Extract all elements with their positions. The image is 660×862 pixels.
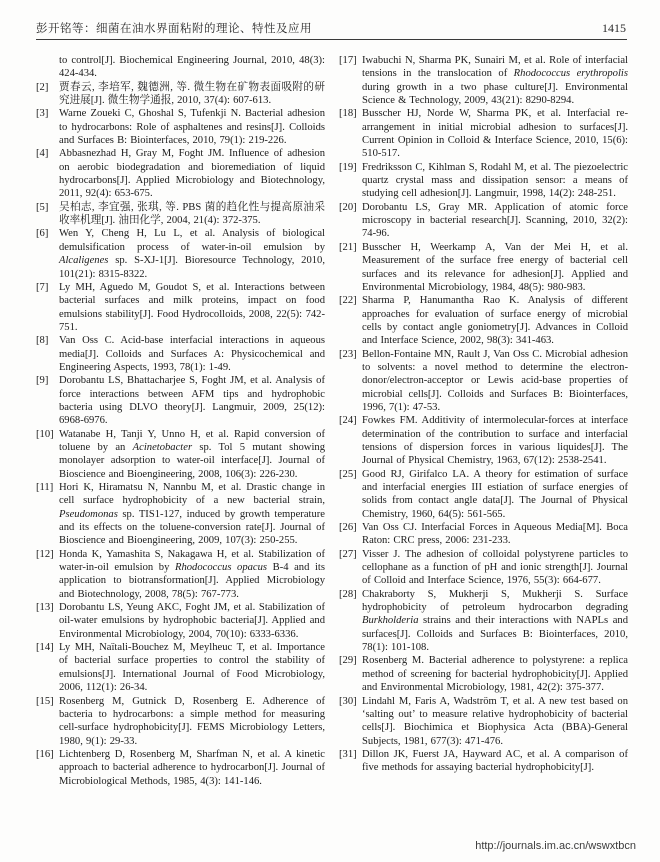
reference-number: [27] (339, 548, 357, 560)
reference-text: to control[J]. Biochemical Engineering Journal, 2010, 48(3): 424-434. (59, 55, 325, 80)
reference-number: [4] (36, 148, 49, 160)
reference-number: [21] (339, 241, 357, 253)
reference-text: 贾春云, 李培军, 魏德洲, 等. 微生物在矿物表面吸附的研究进展[J]. 微生物学通报, 2010, 37(4): 607-613. (59, 81, 325, 107)
reference-number: [29] (339, 655, 357, 667)
reference-item (36, 107, 325, 147)
reference-text: Dorobantu LS, Gray MR. Application of atomic force microscopy in bacterial research[J]. Scanning, 2010, 32(2): 74-96. (362, 201, 628, 240)
reference-text: Hori K, Hiramatsu N, Nannbu M, et al. Drastic change in cell surface hydrophobicity of a new bacterial strain, Pseudomonas sp. TIS1-127, induced by growth temperature and its effects on the toluene-conversion rate[J]. Journal of Bioscience and Bioengineering, 2009, 107(3): 250-255. (59, 482, 325, 547)
reference-number: [7] (36, 281, 49, 293)
journal-url: http://journals.im.ac.cn/wswxtbcn (475, 840, 636, 852)
reference-text: Honda K, Yamashita S, Nakagawa H, et al. Stabilization of water-in-oil emulsion by Rhodococcus opacus B-4 and its application to biotransformation[J]. Applied Microbiology and Biotechnology, 2008, 78(5): 767-773. (59, 548, 325, 600)
reference-text: Good RJ, Girifalco LA. A theory for estimation of surface and interfacial energies III estiation of surface energies of solids from contact angle data[J]. The Journal of Physical Chemistry, 1960, 64(5): 561-565. (362, 468, 628, 520)
reference-number: [22] (339, 295, 357, 307)
reference-item (36, 374, 325, 427)
reference-number: [31] (339, 748, 357, 760)
reference-text: Abbasnezhad H, Gray M, Foght JM. Influence of adhesion on aerobic biodegradation and bioremediation of liquid hydrocarbons[J]. Applied Microbiology and Biotechnology, 2011, 92(4): 653-675. (59, 148, 325, 200)
reference-text: Dorobantu LS, Yeung AKC, Foght JM, et al. Stabilization of oil-water emulsions by hydrophobic bacteria[J]. Applied and Environmental Microbiology, 2004, 70(10): 6333-6336. (59, 602, 325, 640)
reference-item (36, 281, 325, 334)
reference-item (36, 481, 325, 548)
reference-text: Busscher HJ, Norde W, Sharma PK, et al. Interfacial re-arrangement in initial microbial adhesion to surfaces[J]. Current Opinion in Colloid & Interface Science, 2010, 15(6): 510-517. (362, 108, 628, 160)
references-left-column (36, 54, 325, 788)
reference-number: [13] (36, 602, 54, 614)
reference-item (339, 414, 628, 467)
reference-text: Rosenberg M. Bacterial adherence to polystyrene: a replica method of screening for bacterial hydrophobicity[J]. Applied and Environmental Microbiology, 1981, 42(2): 375-377. (362, 655, 628, 694)
reference-item (339, 468, 628, 521)
reference-text: Watanabe H, Tanji Y, Unno H, et al. Rapid conversion of toluene by an Acinetobacter sp. Tol 5 mutant showing monolayer adsorption to water-oil interface[J]. Journal of Bioscience and Bioengineering, 2008, 106(3): 226-230. (59, 428, 325, 480)
reference-text: Bellon-Fontaine MN, Rault J, Van Oss C. Microbial adhesion to solvents: a novel method to determine the electron-donor/electron-acceptor or Lewis acid-base properties of microbial cells[J]. Colloids and Surfaces B: Biointerfaces, 1996, 7(1): 47-53. (362, 348, 628, 413)
reference-item (36, 428, 325, 481)
reference-text: Van Oss CJ. Interfacial Forces in Aqueous Media[M]. Boca Raton: CRC press, 2006: 231-233. (362, 522, 628, 547)
reference-item (339, 241, 628, 294)
reference-number: [26] (339, 522, 357, 534)
reference-item (36, 334, 325, 374)
reference-item (36, 695, 325, 748)
reference-item (339, 348, 628, 415)
reference-item (36, 748, 325, 788)
reference-item (339, 294, 628, 347)
reference-number: [23] (339, 348, 357, 360)
reference-text: Ly MH, Aguedo M, Goudot S, et al. Interactions between bacterial surfaces and milk proteins, impact on food emulsions stability[J]. Food Hydrocolloids, 2008, 22(5): 742-751. (59, 281, 325, 333)
reference-number: [3] (36, 108, 49, 120)
reference-text: Fredriksson C, Kihlman S, Rodahl M, et al. The piezoelectric quartz crystal mass and dissipation sensor: a means of studying cell adhesion[J]. Langmuir, 1998, 14(2): 248-251. (362, 161, 628, 200)
reference-number: [8] (36, 335, 49, 347)
reference-item (36, 227, 325, 280)
references-section (36, 54, 627, 788)
reference-item (36, 201, 325, 228)
reference-number: [5] (36, 201, 49, 213)
reference-number: [15] (36, 695, 54, 707)
reference-item (36, 601, 325, 641)
reference-text: Warne Zoueki C, Ghoshal S, Tufenkji N. Bacterial adhesion to hydrocarbons: Role of asphaltenes and resins[J]. Colloids and Surfaces B: Biointerfaces, 2010, 79(1): 219-226. (59, 108, 325, 147)
references-right-column (339, 54, 628, 788)
running-title: 彭开铭等：细菌在油水界面粘附的理论、特性及应用 (36, 23, 312, 35)
reference-number: [16] (36, 748, 54, 760)
reference-text: Rosenberg M, Gutnick D, Rosenberg E. Adherence of bacteria to hydrocarbons: a simple method for measuring cell-surface hydrophobicity[J]. FEMS Microbiology Letters, 1980, 9(1): 29-33. (59, 695, 325, 747)
reference-item (339, 695, 628, 748)
reference-item (36, 548, 325, 601)
reference-item (339, 107, 628, 160)
reference-number: [2] (36, 81, 49, 93)
reference-text: 吴柏志, 李宜强, 张琪, 等. PBS 菌的趋化性与提高原油采收率机理[J]. 油田化学, 2004, 21(4): 372-375. (59, 201, 325, 227)
reference-number: [14] (36, 642, 54, 654)
reference-text: Sharma P, Hanumantha Rao K. Analysis of different approaches for evaluation of surface energy of microbial cells by contact angle goniometry[J]. Advances in Colloid and Interface Science, 2002, 98(3): 341-463. (362, 295, 628, 347)
page-header (36, 20, 626, 36)
reference-number: [18] (339, 108, 357, 120)
reference-number: [25] (339, 468, 357, 480)
reference-number: [12] (36, 548, 54, 560)
reference-text: Fowkes FM. Additivity of intermolecular-forces at interface determination of the contribution to surface and interfacial tensions of dispersion forces in various liquides[J]. The Journal of Physical Chemistry, 1963, 67(12): 2538-2541. (362, 415, 628, 467)
reference-item (36, 641, 325, 694)
reference-item (36, 54, 325, 81)
reference-number: [17] (339, 55, 357, 66)
reference-item (36, 81, 325, 108)
reference-number: [30] (339, 695, 357, 707)
reference-number: [11] (36, 482, 54, 493)
reference-item (339, 588, 628, 655)
reference-text: Iwabuchi N, Sharma PK, Sunairi M, et al. Role of interfacial tensions in the translocation of Rhodococcus erythropolis during growth in a two phase culture[J]. Environmental Science & Technology, 2009, 43(21): 8290-8294. (362, 55, 628, 107)
reference-text: Van Oss C. Acid-base interfacial interactions in aqueous media[J]. Colloids and Surfaces A: Physicochemical and Engineering Aspects, 1993, 78(1): 1-49. (59, 335, 325, 373)
reference-text: Ly MH, Naïtali-Bouchez M, Meylheuc T, et al. Importance of bacterial surface properties to control the stability of emulsions[J]. International Journal of Food Microbiology, 2006, 112(1): 26-34. (59, 642, 325, 694)
reference-item (339, 54, 628, 107)
reference-text: Busscher H, Weerkamp A, Van der Mei H, et al. Measurement of the surface free energy of bacterial cell surfaces and its relevance for adhesion[J]. Applied and Environmental Microbiology, 1984, 48(5): 980-983. (362, 241, 628, 293)
reference-item (339, 521, 628, 548)
reference-number: [19] (339, 161, 357, 173)
reference-number: [20] (339, 201, 357, 213)
reference-text: Wen Y, Cheng H, Lu L, et al. Analysis of biological demulsification process of water-in-oil emulsion by Alcaligenes sp. S-XJ-1[J]. Bioresource Technology, 2010, 101(21): 8315-8322. (59, 228, 325, 280)
reference-text: Chakraborty S, Mukherji S, Mukherji S. Surface hydrophobicity of petroleum hydrocarbon degrading Burkholderia strains and their interactions with NAPLs and surfaces[J]. Colloids and Surfaces B: Biointerfaces, 2010, 78(1): 101-108. (362, 588, 628, 654)
reference-text: Dillon JK, Fuerst JA, Hayward AC, et al. A comparison of five methods for assaying bacterial hydrophobicity[J]. (362, 748, 628, 774)
header-rule (36, 39, 627, 40)
reference-item (339, 654, 628, 694)
reference-text: Lindahl M, Faris A, Wadström T, et al. A new test based on ‘salting out’ to measure relative hydrophobicity of bacterial cells[J]. Biochimica et Biophysica Acta (BBA)-General Subjects, 1981, 677(3): 471-476. (362, 695, 628, 747)
reference-item (339, 161, 628, 201)
reference-number: [10] (36, 428, 54, 440)
reference-item (339, 201, 628, 241)
reference-text: Lichtenberg D, Rosenberg M, Sharfman N, et al. A kinetic approach to bacterial adherence to hydrocarbon[J]. Journal of Microbiological Methods, 1985, 4(3): 141-146. (59, 748, 325, 787)
reference-number: [24] (339, 415, 357, 427)
reference-item (36, 147, 325, 200)
page-footer (475, 840, 636, 852)
reference-item (339, 748, 628, 775)
reference-item (339, 548, 628, 588)
page-number: 1415 (602, 21, 626, 35)
reference-text: Visser J. The adhesion of colloidal polystyrene particles to cellophane as a function of pH and ionic strength[J]. Journal of Colloid and Interface Science, 1976, 55(3): 664-677. (362, 548, 628, 587)
reference-number: [6] (36, 228, 49, 240)
reference-number: [9] (36, 375, 49, 387)
reference-text: Dorobantu LS, Bhattacharjee S, Foght JM, et al. Analysis of force interactions between AFM tips and hydrophobic bacteria using DLVO theory[J]. Langmuir, 2009, 25(12): 6968-6976. (59, 375, 325, 427)
reference-number: [28] (339, 588, 357, 600)
